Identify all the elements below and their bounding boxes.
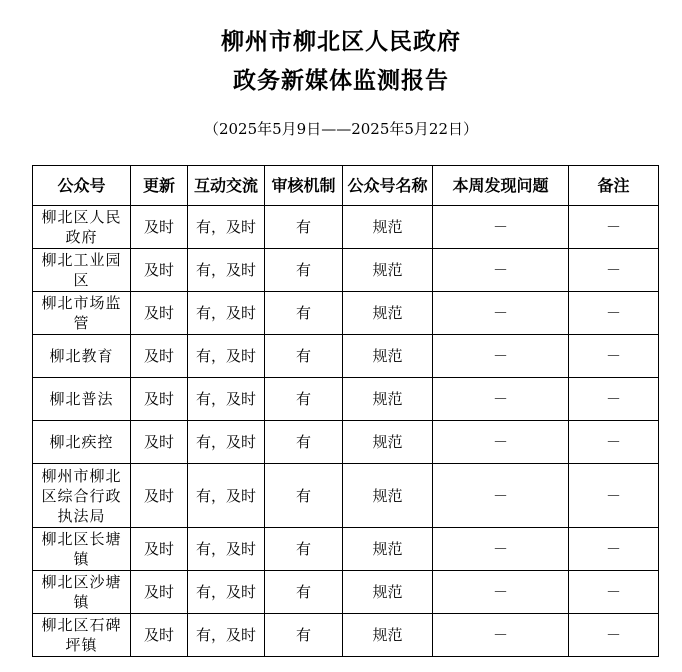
cell-account: 柳北教育	[33, 335, 131, 378]
header-interaction: 互动交流	[188, 166, 265, 206]
cell-review: 有	[265, 335, 343, 378]
header-issues: 本周发现问题	[433, 166, 569, 206]
table-row	[33, 614, 659, 657]
cell-name-status: 规范	[343, 335, 433, 378]
cell-remarks: －	[569, 614, 659, 657]
cell-issues: －	[433, 378, 569, 421]
cell-update: 及时	[131, 528, 188, 571]
cell-account: 柳北普法	[33, 378, 131, 421]
cell-account: 柳北区沙塘镇	[33, 571, 131, 614]
cell-name-status: 规范	[343, 206, 433, 249]
cell-account: 柳北区长塘镇	[33, 528, 131, 571]
cell-issues: －	[433, 421, 569, 464]
header-review: 审核机制	[265, 166, 343, 206]
cell-review: 有	[265, 614, 343, 657]
cell-account: 柳北疾控	[33, 421, 131, 464]
cell-issues: －	[433, 528, 569, 571]
table-row	[33, 571, 659, 614]
cell-interaction: 有，及时	[188, 335, 265, 378]
table-row	[33, 206, 659, 249]
cell-issues: －	[433, 292, 569, 335]
table-row	[33, 249, 659, 292]
cell-remarks: －	[569, 571, 659, 614]
cell-review: 有	[265, 571, 343, 614]
cell-issues: －	[433, 206, 569, 249]
cell-name-status: 规范	[343, 421, 433, 464]
table-header-row	[33, 166, 659, 206]
cell-update: 及时	[131, 378, 188, 421]
cell-issues: －	[433, 335, 569, 378]
cell-account: 柳北区人民政府	[33, 206, 131, 249]
table-row	[33, 464, 659, 528]
cell-interaction: 有，及时	[188, 614, 265, 657]
cell-interaction: 有，及时	[188, 292, 265, 335]
header-name-status: 公众号名称	[343, 166, 433, 206]
cell-name-status: 规范	[343, 249, 433, 292]
cell-remarks: －	[569, 206, 659, 249]
cell-account: 柳北市场监管	[33, 292, 131, 335]
cell-interaction: 有，及时	[188, 378, 265, 421]
cell-review: 有	[265, 421, 343, 464]
cell-remarks: －	[569, 249, 659, 292]
table-row	[33, 292, 659, 335]
cell-issues: －	[433, 614, 569, 657]
cell-remarks: －	[569, 464, 659, 528]
cell-remarks: －	[569, 528, 659, 571]
monitoring-table	[32, 165, 659, 657]
cell-account: 柳州市柳北区综合行政执法局	[33, 464, 131, 528]
table-row	[33, 335, 659, 378]
cell-interaction: 有，及时	[188, 464, 265, 528]
cell-interaction: 有，及时	[188, 421, 265, 464]
cell-review: 有	[265, 206, 343, 249]
report-subtitle: 政务新媒体监测报告	[233, 67, 449, 94]
header-update: 更新	[131, 166, 188, 206]
cell-update: 及时	[131, 614, 188, 657]
cell-update: 及时	[131, 292, 188, 335]
cell-interaction: 有，及时	[188, 249, 265, 292]
cell-remarks: －	[569, 292, 659, 335]
cell-interaction: 有，及时	[188, 571, 265, 614]
cell-update: 及时	[131, 206, 188, 249]
cell-name-status: 规范	[343, 614, 433, 657]
cell-review: 有	[265, 249, 343, 292]
cell-review: 有	[265, 378, 343, 421]
cell-review: 有	[265, 292, 343, 335]
cell-remarks: －	[569, 378, 659, 421]
cell-remarks: －	[569, 421, 659, 464]
cell-name-status: 规范	[343, 571, 433, 614]
cell-interaction: 有，及时	[188, 528, 265, 571]
cell-issues: －	[433, 571, 569, 614]
cell-issues: －	[433, 249, 569, 292]
cell-account: 柳北区石碑坪镇	[33, 614, 131, 657]
cell-name-status: 规范	[343, 464, 433, 528]
cell-update: 及时	[131, 464, 188, 528]
cell-name-status: 规范	[343, 378, 433, 421]
cell-account: 柳北工业园区	[33, 249, 131, 292]
table-row	[33, 528, 659, 571]
cell-update: 及时	[131, 421, 188, 464]
cell-remarks: －	[569, 335, 659, 378]
cell-update: 及时	[131, 335, 188, 378]
table-row	[33, 378, 659, 421]
cell-review: 有	[265, 528, 343, 571]
cell-issues: －	[433, 464, 569, 528]
cell-review: 有	[265, 464, 343, 528]
report-period: （2025年5月9日——2025年5月22日）	[203, 120, 479, 138]
cell-update: 及时	[131, 571, 188, 614]
report-title: 柳州市柳北区人民政府	[221, 28, 461, 55]
cell-name-status: 规范	[343, 292, 433, 335]
header-remarks: 备注	[569, 166, 659, 206]
header-account: 公众号	[33, 166, 131, 206]
table-row	[33, 421, 659, 464]
cell-name-status: 规范	[343, 528, 433, 571]
cell-interaction: 有，及时	[188, 206, 265, 249]
cell-update: 及时	[131, 249, 188, 292]
